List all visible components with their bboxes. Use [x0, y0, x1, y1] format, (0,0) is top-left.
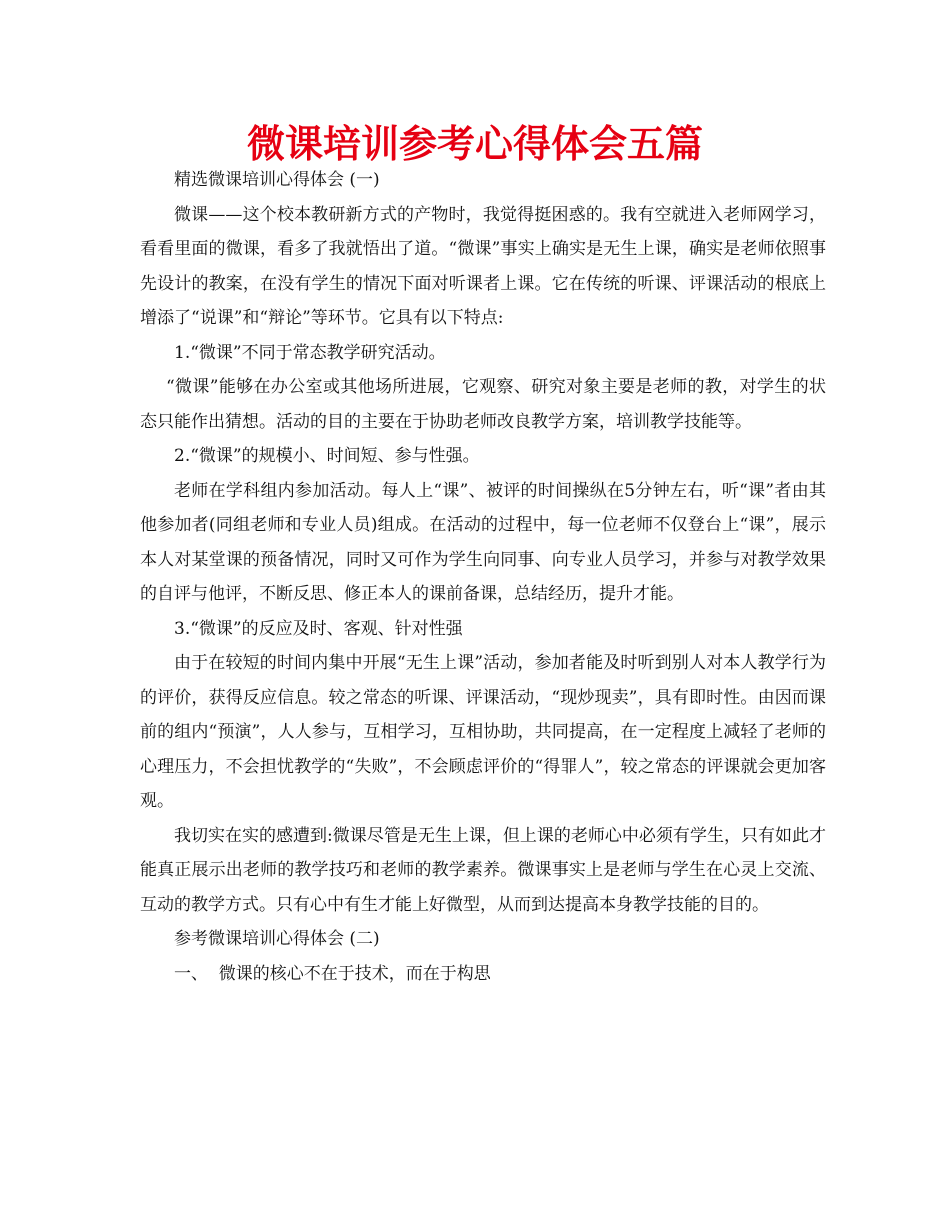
point-heading-1: 1.“微课”不同于常态教学研究活动。 — [174, 342, 446, 363]
point-heading-3: 3.“微课”的反应及时、客观、针对性强 — [174, 618, 463, 639]
paragraph: 微课——这个校本教研新方式的产物时，我觉得挺困惑的。我有空就进入老师网学习，看看里面的微课，看多了我就悟出了道。“微课”事实上确实是无生上课，确实是老师依照事先设计的教案，在没有学生的情况下面对听课者上课。它在传统的听课、评课活动的根底上增添了“说课”和“辩论”等环节。它具有以下特点: — [140, 204, 826, 328]
paragraph: 由于在较短的时间内集中开展“无生上课”活动，参加者能及时听到别人对本人教学行为的评价，获得反应信息。较之常态的听课、评课活动，“现炒现卖”，具有即时性。由因而课前的组内“预演”，人人参与，互相学习，互相协助，共同提高，在一定程度上减轻了老师的心理压力，不会担忧教学的“失败”，不会顾虑评价的“得罪人”，较之常态的评课就会更加客观。 — [140, 653, 826, 811]
section-heading-2: 参考微课培训心得体会 (二) — [174, 929, 380, 949]
paragraph: 我切实在实的感遭到:微课尽管是无生上课，但上课的老师心中必须有学生，只有如此才能真正展示出老师的教学技巧和老师的教学素养。微课事实上是老师与学生在心灵上交流、互动的教学方式。只有心中有生才能上好微型，从而到达提高本身教学技能的目的。 — [140, 825, 826, 915]
document-title: 微课培训参考心得体会五篇 — [246, 122, 703, 166]
subsection-heading: 一、 微课的核心不在于技术，而在于构思 — [174, 963, 491, 984]
section-heading-1: 精选微课培训心得体会 (一) — [174, 170, 380, 190]
paragraph: 老师在学科组内参加活动。每人上“课”、被评的时间操纵在5分钟左右，听“课”者由其他参加者(同组老师和专业人员)组成。在活动的过程中，每一位老师不仅登台上“课”，展示本人对某堂课的预备情况，同时又可作为学生向同事、向专业人员学习，并参与对教学效果的自评与他评，不断反思、修正本人的课前备课，总结经历，提升才能。 — [140, 480, 826, 604]
paragraph: “微课”能够在办公室或其他场所进展，它观察、研究对象主要是老师的教，对学生的状态只能作出猜想。活动的目的主要在于协助老师改良教学方案，培训教学技能等。 — [140, 377, 826, 432]
point-heading-2: 2.“微课”的规模小、时间短、参与性强。 — [174, 446, 480, 466]
document-body — [140, 163, 826, 991]
